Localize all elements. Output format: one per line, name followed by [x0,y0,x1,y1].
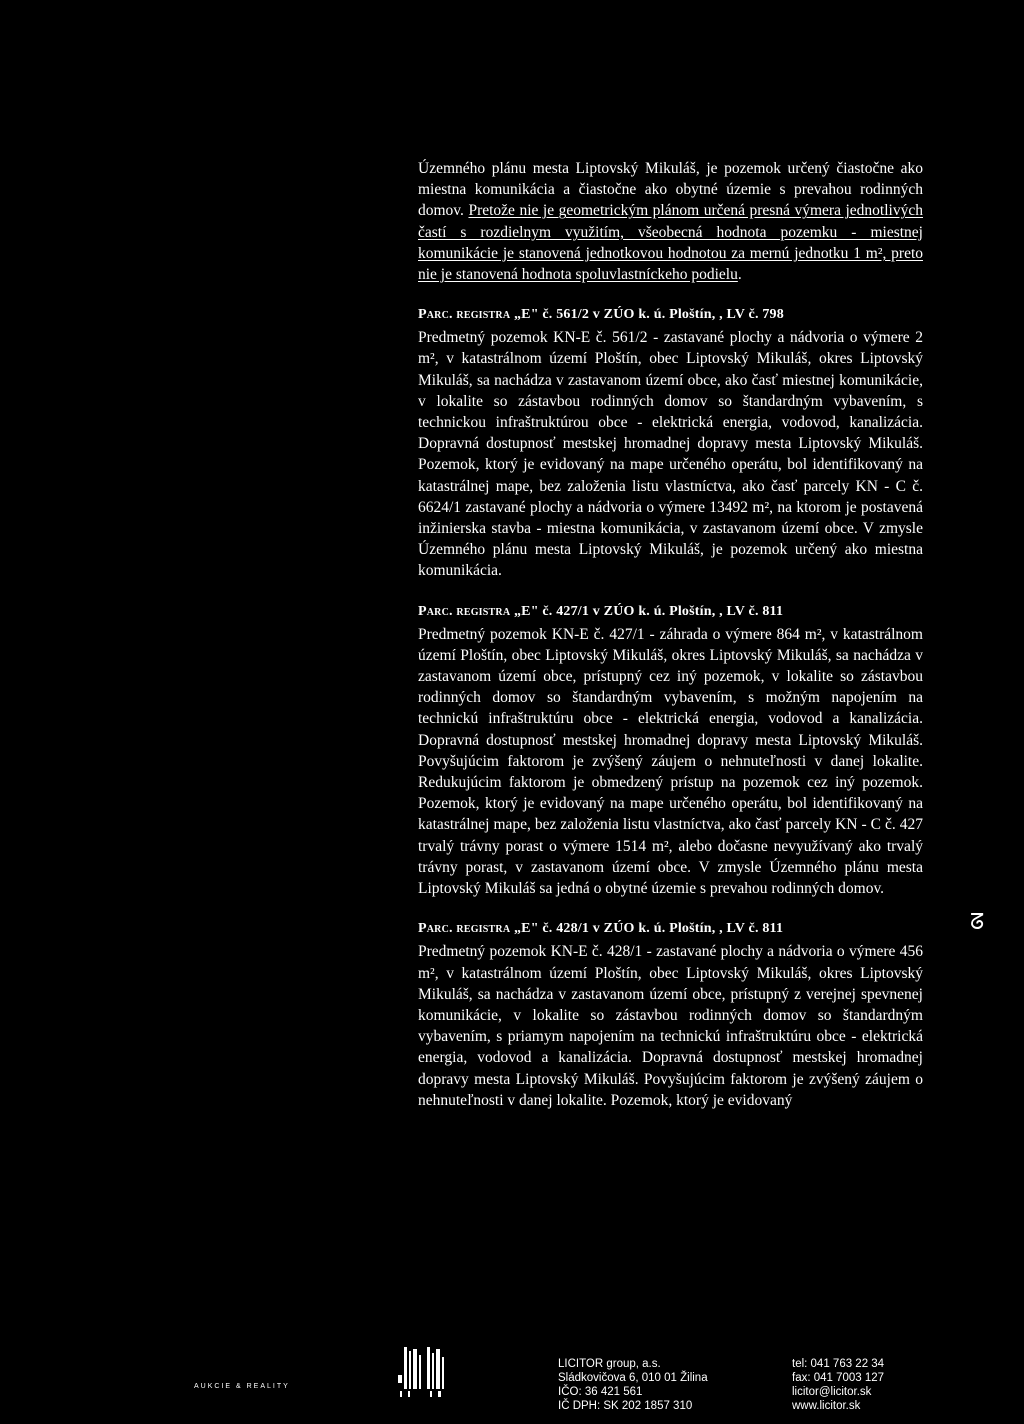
section-parcel-427-1 [418,602,923,900]
company-address: Sládkovičova 6, 010 01 Žilina [558,1372,708,1384]
section-parcel-428-1 [418,919,923,1111]
contact-email: licitor@licitor.sk [792,1386,872,1398]
section-heading [418,305,923,325]
section-heading [418,919,923,939]
company-dic: IČ DPH: SK 202 1857 310 [558,1400,693,1412]
heading-prefix: Parc. registra [418,603,511,619]
section-body: Predmetný pozemok KN-E č. 428/1 - zastavané plochy a nádvoria o výmere 456 m², v katastrálnom území Ploštín, obec Liptovský Mikuláš, okres Liptovský Mikuláš, sa nachádza v zastavanom území obce, prístupný z verejnej spevnenej komunikácie, v lokalite so zástavbou rodinných domov so štandardným vybavením, s priamym napojením na technickú infraštruktúru obce - elektrická energia, vodovod a kanalizácia. Dopravná dostupnosť mestskej hromadnej dopravy mesta Liptovský Mikuláš. Povyšujúcim faktorom je zvýšený záujem o nehnuteľnosti v danej lokalite. Pozemok, ktorý je evidovaný [418,943,923,1109]
brand-tagline: AUKCIE & REALITY [194,1383,290,1390]
contact-info [792,1357,884,1413]
contact-tel: tel: 041 763 22 34 [792,1358,885,1370]
heading-prefix: Parc. registra [418,307,511,323]
page-footer [0,1345,1024,1424]
section-heading [418,602,923,622]
heading-rest: „E" č. 427/1 v ZÚO k. ú. Ploštín, , LV č. 811 [510,603,784,619]
licitor-logo-icon [396,1345,456,1400]
intro-underlined-text: Pretože nie je geometrickým plánom určená presná výmera jednotlivých častí s rozdielnym využitím, všeobecná hodnota pozemku - miestnej komunikácie je stanovená jednotkovou hodnotou za mernú jednotku 1 m², preto nie je stanovená hodnota spoluvlastníckeho podielu [418,202,923,284]
document-page [418,158,923,1111]
contact-fax: fax: 041 7003 127 [792,1372,885,1384]
contact-web: www.licitor.sk [792,1400,861,1412]
section-body: Predmetný pozemok KN-E č. 561/2 - zastavané plochy a nádvoria o výmere 2 m², v katastrálnom území Ploštín, obec Liptovský Mikuláš, okres Liptovský Mikuláš, sa nachádza v zastavanom území obce, ako časť miestnej komunikácie, v lokalite so zástavbou rodinných domov so štandardným vybavením, s technickou infraštruktúrou obce - elektrická energia, vodovod, kanalizácia. Dopravná dostupnosť mestskej hromadnej dopravy mesta Liptovský Mikuláš. Pozemok, ktorý je evidovaný na mape určeného operátu, bol identifikovaný na katastrálnej mape, bez založenia listu vlastníctva, ako časť parcely KN - C č. 6624/1 zastavané plochy a nádvoria o výmere 13492 m², na ktorom je postavená inžinierska stavba - miestna komunikácia, v zastavanom území obce. V zmysle Územného plánu mesta Liptovský Mikuláš, je pozemok určený ako miestna komunikácia. [418,329,923,580]
heading-prefix: Parc. registra [418,921,511,937]
intro-text-end: . [737,266,742,284]
heading-rest: „E" č. 561/2 v ZÚO k. ú. Ploštín, , LV č. 798 [510,307,784,323]
intro-paragraph [418,158,923,285]
heading-rest: „E" č. 428/1 v ZÚO k. ú. Ploštín, , LV č. 811 [510,921,784,937]
company-name: LICITOR group, a.s. [558,1358,661,1370]
section-body: Predmetný pozemok KN-E č. 427/1 - záhrada o výmere 864 m², v katastrálnom území Ploštín, obec Liptovský Mikuláš, okres Liptovský Mikuláš, sa nachádza v zastavanom území obce, prístupný cez iný pozemok, v lokalite so zástavbou rodinných domov so štandardným vybavením, s možným napojením na technickú infraštruktúru obce - elektrická energia, vodovod a kanalizácia. Dopravná dostupnosť mestskej hromadnej dopravy mesta Liptovský Mikuláš. Povyšujúcim faktorom je zvýšený záujem o nehnuteľnosti v danej lokalite. Redukujúcim faktorom je obmedzený prístup na pozemok cez iný pozemok. Pozemok, ktorý je evidovaný na mape určeného operátu, bol identifikovaný na katastrálnej mape, bez založenia listu vlastníctva, ako časť parcely KN - C č. 427 trvalý trávny porast o výmere 1514 m², alebo dočasne nevyužívaný ako trvalý trávny porast, v zastavanom území obce. V zmysle Územného plánu mesta Liptovský Mikuláš sa jedná o obytné územie s prevahou rodinných domov. [418,625,923,898]
intro-text: Územného plánu mesta Liptovský Mikuláš, je pozemok určený čiastočne ako miestna komunikácia a čiastočne ako obytné územie s prevahou rodinných domov. [418,160,923,220]
section-parcel-561-2 [418,305,923,581]
company-ico: IČO: 36 421 561 [558,1386,643,1398]
scan-mark-icon: ᘔ [970,910,985,935]
company-info [558,1357,708,1413]
